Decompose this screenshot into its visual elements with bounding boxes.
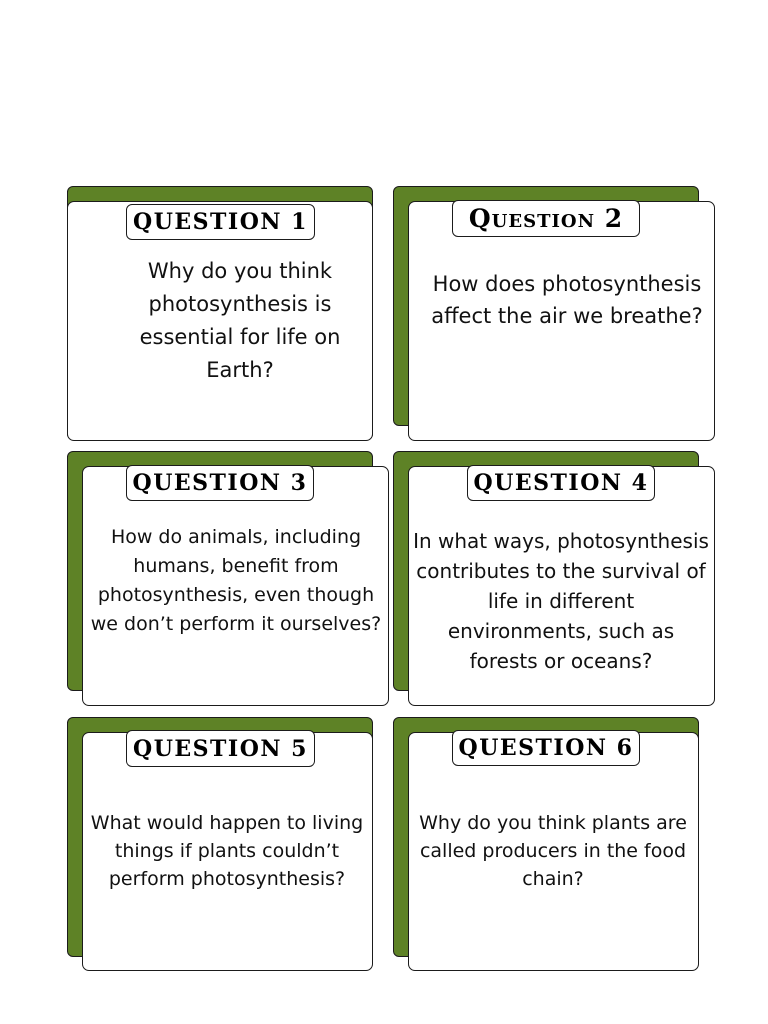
question-3-label: QUESTION 3	[126, 465, 314, 501]
question-4-label: QUESTION 4	[467, 465, 655, 501]
question-1-label: QUESTION 1	[126, 204, 315, 240]
question-6-label: QUESTION 6	[452, 730, 640, 766]
question-4-text: In what ways, photosynthesis contributes to the survival of life in different environments, such as forests or oceans?	[413, 529, 709, 673]
question-2-text: How does photosynthesis affect the air we breathe?	[431, 272, 703, 328]
question-5-text: What would happen to living things if plants couldn’t perform photosynthesis?	[90, 812, 364, 890]
question-6-text: Why do you think plants are called producers in the food chain?	[419, 812, 687, 890]
question-3-text: How do animals, including humans, benefit from photosynthesis, even though we don’t perform it ourselves?	[90, 526, 382, 635]
question-1-text: Why do you think photosynthesis is essential for life on Earth?	[139, 259, 341, 382]
question-2-label: Question 2	[452, 200, 640, 237]
question-5-label: QUESTION 5	[126, 730, 315, 767]
